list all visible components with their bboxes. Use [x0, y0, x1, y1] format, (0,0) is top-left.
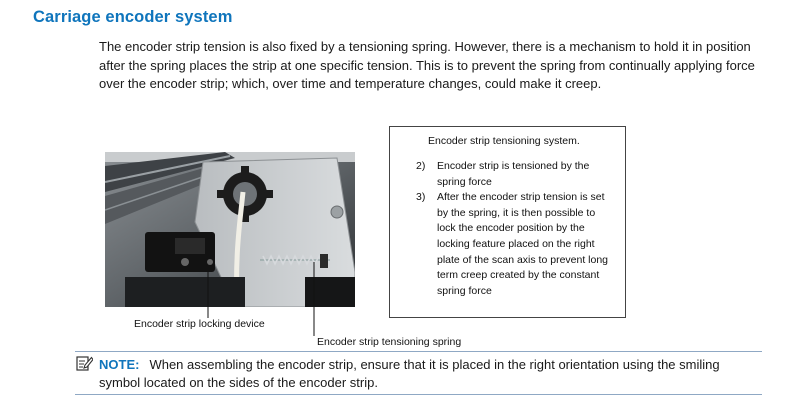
note-paragraph — [99, 356, 759, 392]
callout-item-text: Encoder strip is tensioned by the spring force — [437, 160, 590, 188]
caption-tensioning-spring: Encoder strip tensioning spring — [317, 336, 462, 348]
callout-item-number: 2) — [416, 160, 426, 172]
section-heading: Carriage encoder system — [33, 8, 233, 26]
callout-title: Encoder strip tensioning system. — [428, 135, 580, 147]
note-pencil-icon — [76, 355, 93, 372]
callout-item-number: 3) — [416, 191, 426, 204]
note-top-rule — [75, 351, 762, 352]
callout-item — [416, 190, 616, 299]
intro-paragraph: The encoder strip tension is also fixed by a tensioning spring. However, there is a mechanism to hold it in position after the spring places the strip at one specific tension. This is to prevent the spring from continually applying force over the encoder strip; which, over time and temperature changes, could make it creep. — [99, 39, 755, 91]
callout-item — [416, 159, 616, 190]
note-text: When assembling the encoder strip, ensure that it is placed in the right orientation using the smiling symbol located on the sides of the encoder strip. — [99, 357, 720, 390]
callout-box — [389, 126, 626, 318]
note-bottom-rule — [75, 394, 762, 395]
callout-list — [416, 159, 616, 299]
caption-locking-device: Encoder strip locking device — [134, 318, 265, 330]
note-label: NOTE: — [99, 357, 140, 372]
callout-item-text: After the encoder strip tension is set by the spring, it is then possible to lock the encoder position by the locking feature placed on the right plate of the scan axis to prevent long term creep created by the constant spring force — [437, 191, 609, 297]
